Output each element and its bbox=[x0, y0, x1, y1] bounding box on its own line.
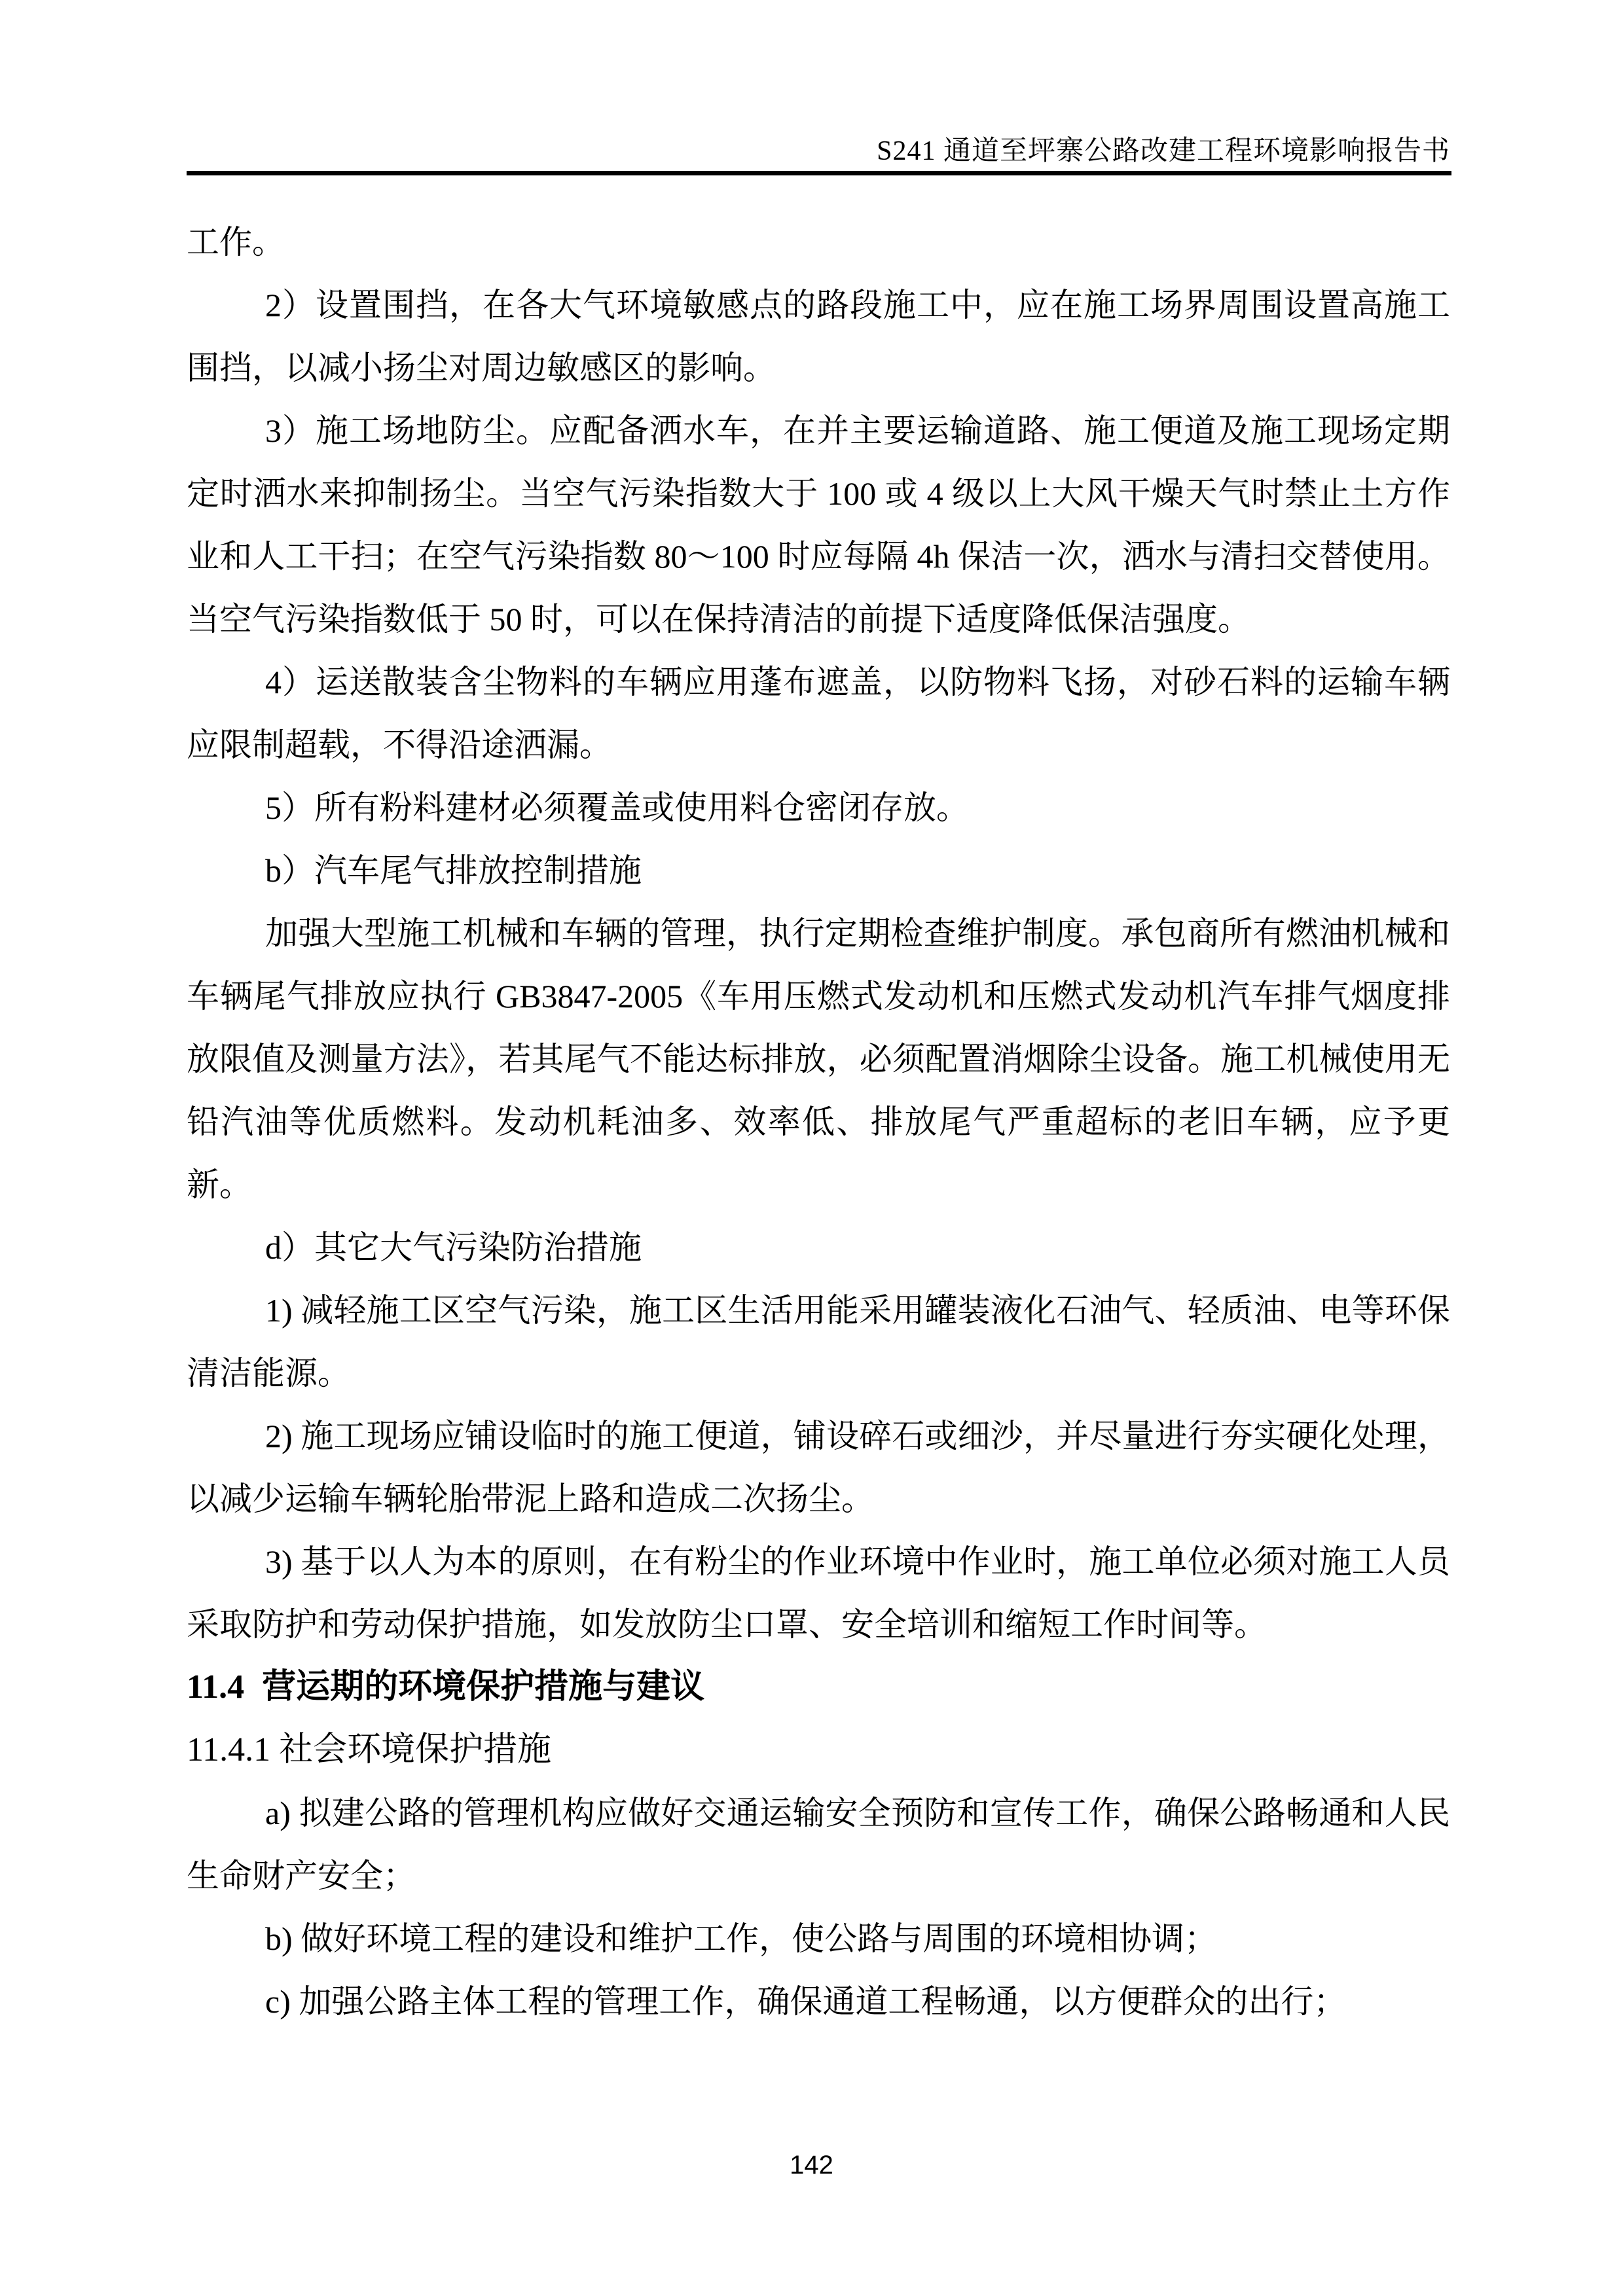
section-heading: 11.4 营运期的环境保护措施与建议 bbox=[187, 1668, 705, 1706]
paragraph: 2) 施工现场应铺设临时的施工便道，铺设碎石或细沙，并尽量进行夯实硬化处理，以减少运输车辆轮胎带泥上路和造成二次扬尘。 bbox=[187, 1418, 1450, 1517]
paragraph: 5）所有粉料建材必须覆盖或使用料仓密闭存放。 bbox=[265, 789, 969, 826]
page-body bbox=[187, 211, 1450, 2033]
page-footer bbox=[0, 2151, 1623, 2180]
page-number: 142 bbox=[790, 2151, 833, 2179]
header-rule bbox=[187, 171, 1451, 175]
paragraph: c) 加强公路主体工程的管理工作，确保通道工程畅通，以方便群众的出行； bbox=[265, 1983, 1347, 2020]
page-header bbox=[187, 135, 1450, 168]
paragraph: a) 拟建公路的管理机构应做好交通运输安全预防和宣传工作，确保公路畅通和人民生命财产安全； bbox=[187, 1795, 1450, 1894]
paragraph: 3) 基于以人为本的原则，在有粉尘的作业环境中作业时，施工单位必须对施工人员采取防护和劳动保护措施，如发放防尘口罩、安全培训和缩短工作时间等。 bbox=[187, 1543, 1450, 1643]
subsection-heading: 11.4.1 社会环境保护措施 bbox=[187, 1731, 552, 1768]
paragraph: 1) 减轻施工区空气污染，施工区生活用能采用罐装液化石油气、轻质油、电等环保清洁能源。 bbox=[187, 1292, 1450, 1391]
paragraph: 加强大型施工机械和车辆的管理，执行定期检查维护制度。承包商所有燃油机械和车辆尾气排放应执行 GB3847-2005《车用压燃式发动机和压燃式发动机汽车排气烟度排放限值及测量方法》，若其尾气不能达标排放，必须配置消烟除尘设备。施工机械使用无铅汽油等优质燃料。发动机耗油多、效率低、排放尾气严重超标的老旧车辆，应予更新。 bbox=[187, 915, 1450, 1203]
header-title: S241 通道至坪寨公路改建工程环境影响报告书 bbox=[877, 136, 1450, 166]
paragraph: b) 做好环境工程的建设和维护工作，使公路与周围的环境相协调； bbox=[265, 1920, 1218, 1957]
paragraph: 3）施工场地防尘。应配备洒水车，在并主要运输道路、施工便道及施工现场定期定时洒水来抑制扬尘。当空气污染指数大于 100 或 4 级以上大风干燥天气时禁止土方作业和人工干扫；在空气污染指数 80～100 时应每隔 4h 保洁一次，洒水与清扫交替使用。当空气污染指数低于 50 时，可以在保持清洁的前提下适度降低保洁强度。 bbox=[187, 412, 1450, 637]
paragraph: 4）运送散装含尘物料的车辆应用蓬布遮盖，以防物料飞扬，对砂石料的运输车辆应限制超载，不得沿途洒漏。 bbox=[187, 664, 1450, 763]
paragraph: 2）设置围挡，在各大气环境敏感点的路段施工中，应在施工场界周围设置高施工围挡，以减小扬尘对周边敏感区的影响。 bbox=[187, 287, 1450, 386]
paragraph: b）汽车尾气排放控制措施 bbox=[265, 852, 642, 889]
paragraph: 工作。 bbox=[187, 224, 285, 260]
paragraph: d）其它大气污染防治措施 bbox=[265, 1229, 642, 1266]
